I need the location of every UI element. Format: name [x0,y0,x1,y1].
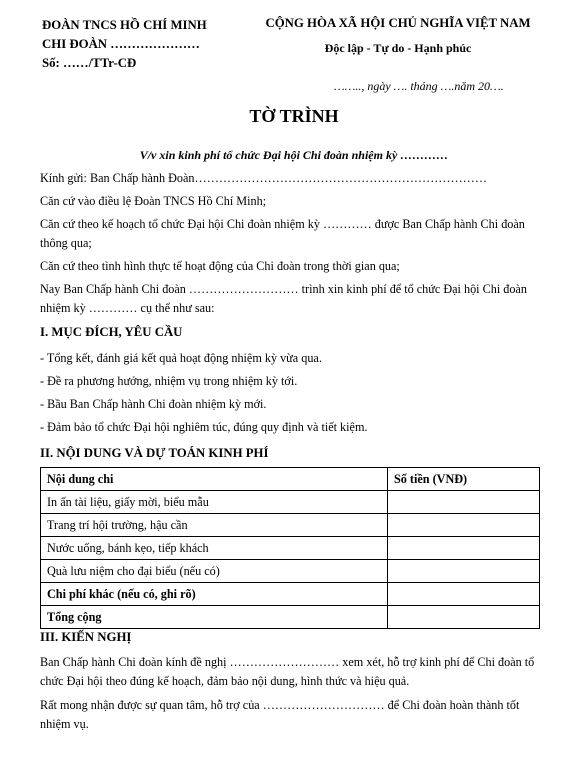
section-1-heading: I. MỤC ĐÍCH, YÊU CẦU [40,325,183,339]
date-line: …….., ngày …. tháng ….năm 20…. [334,79,504,93]
budget-table [40,467,540,629]
table-total-row [41,606,540,629]
closing-paragraph: Rất mong nhận được sự quan tâm, hỗ trợ của ………………………… để Chi đoàn hoàn thành tốt nhiệm vụ. [40,698,520,731]
org-name: ĐOÀN TNCS HỒ CHÍ MINH [42,18,207,32]
list-item: - Tổng kết, đánh giá kết quả hoạt động nhiệm kỳ vừa qua. [40,351,322,365]
column-header-content: Nội dung chi [41,468,388,491]
table-row [41,560,540,583]
list-item: - Đảm bảo tổ chức Đại hội nghiêm túc, đúng quy định và tiết kiệm. [40,420,368,434]
list-item: - Bầu Ban Chấp hành Chi đoàn nhiệm kỳ mới. [40,397,267,411]
recommendation-paragraph: Ban Chấp hành Chi đoàn kính đề nghị ……………………… xem xét, hỗ trợ kinh phí để Chi đoàn tổ chức Đại hội theo đúng kế hoạch, đảm bảo nội dung, hình thức và hiệu quả. [40,655,535,688]
row-amount [388,583,540,606]
table-row [41,583,540,606]
basis-3: Căn cứ theo tình hình thực tế hoạt động của Chi đoàn trong thời gian qua; [40,259,400,273]
row-amount [388,537,540,560]
row-content: Quà lưu niệm cho đại biểu (nếu có) [41,560,388,583]
row-amount [388,606,540,629]
row-amount [388,491,540,514]
list-item: - Đề ra phương hướng, nhiệm vụ trong nhiệm kỳ tới. [40,374,298,388]
document-title: TỜ TRÌNH [249,106,339,126]
row-amount [388,514,540,537]
basis-1: Căn cứ vào điều lệ Đoàn TNCS Hồ Chí Minh; [40,194,267,208]
row-content: Nước uống, bánh kẹo, tiếp khách [41,537,388,560]
row-content: Chi phí khác (nếu có, ghi rõ) [41,583,388,606]
table-row [41,537,540,560]
table-header-row [41,468,540,491]
doc-number: Số: ……/TTr-CĐ [42,56,137,70]
table-row [41,491,540,514]
section-2-heading: II. NỘI DUNG VÀ DỰ TOÁN KINH PHÍ [40,446,269,460]
document-subject: V/v xin kinh phí tổ chức Đại hội Chi đoàn nhiệm kỳ ………… [139,148,449,162]
basis-2: Căn cứ theo kế hoạch tổ chức Đại hội Chi đoàn nhiệm kỳ ………… được Ban Chấp hành Chi đoàn thông qua; [40,217,525,250]
org-unit: CHI ĐOÀN ………………… [42,37,200,51]
column-header-amount: Số tiền (VNĐ) [388,468,540,491]
recipient: Kính gửi: Ban Chấp hành Đoàn……………………………………………………………… [40,171,488,185]
row-content: Trang trí hội trường, hậu cần [41,514,388,537]
row-content: In ấn tài liệu, giấy mời, biểu mẫu [41,491,388,514]
nation-title: CỘNG HÒA XÃ HỘI CHỦ NGHĨA VIỆT NAM [265,16,531,30]
section-3-heading: III. KIẾN NGHỊ [40,630,132,644]
row-content: Tổng cộng [41,606,388,629]
table-row [41,514,540,537]
motto: Độc lập - Tự do - Hạnh phúc [324,41,472,55]
request: Nay Ban Chấp hành Chi đoàn ……………………… trình xin kinh phí để tổ chức Đại hội Chi đoàn nhiệm kỳ ………… cụ thể như sau: [40,282,527,315]
row-amount [388,560,540,583]
